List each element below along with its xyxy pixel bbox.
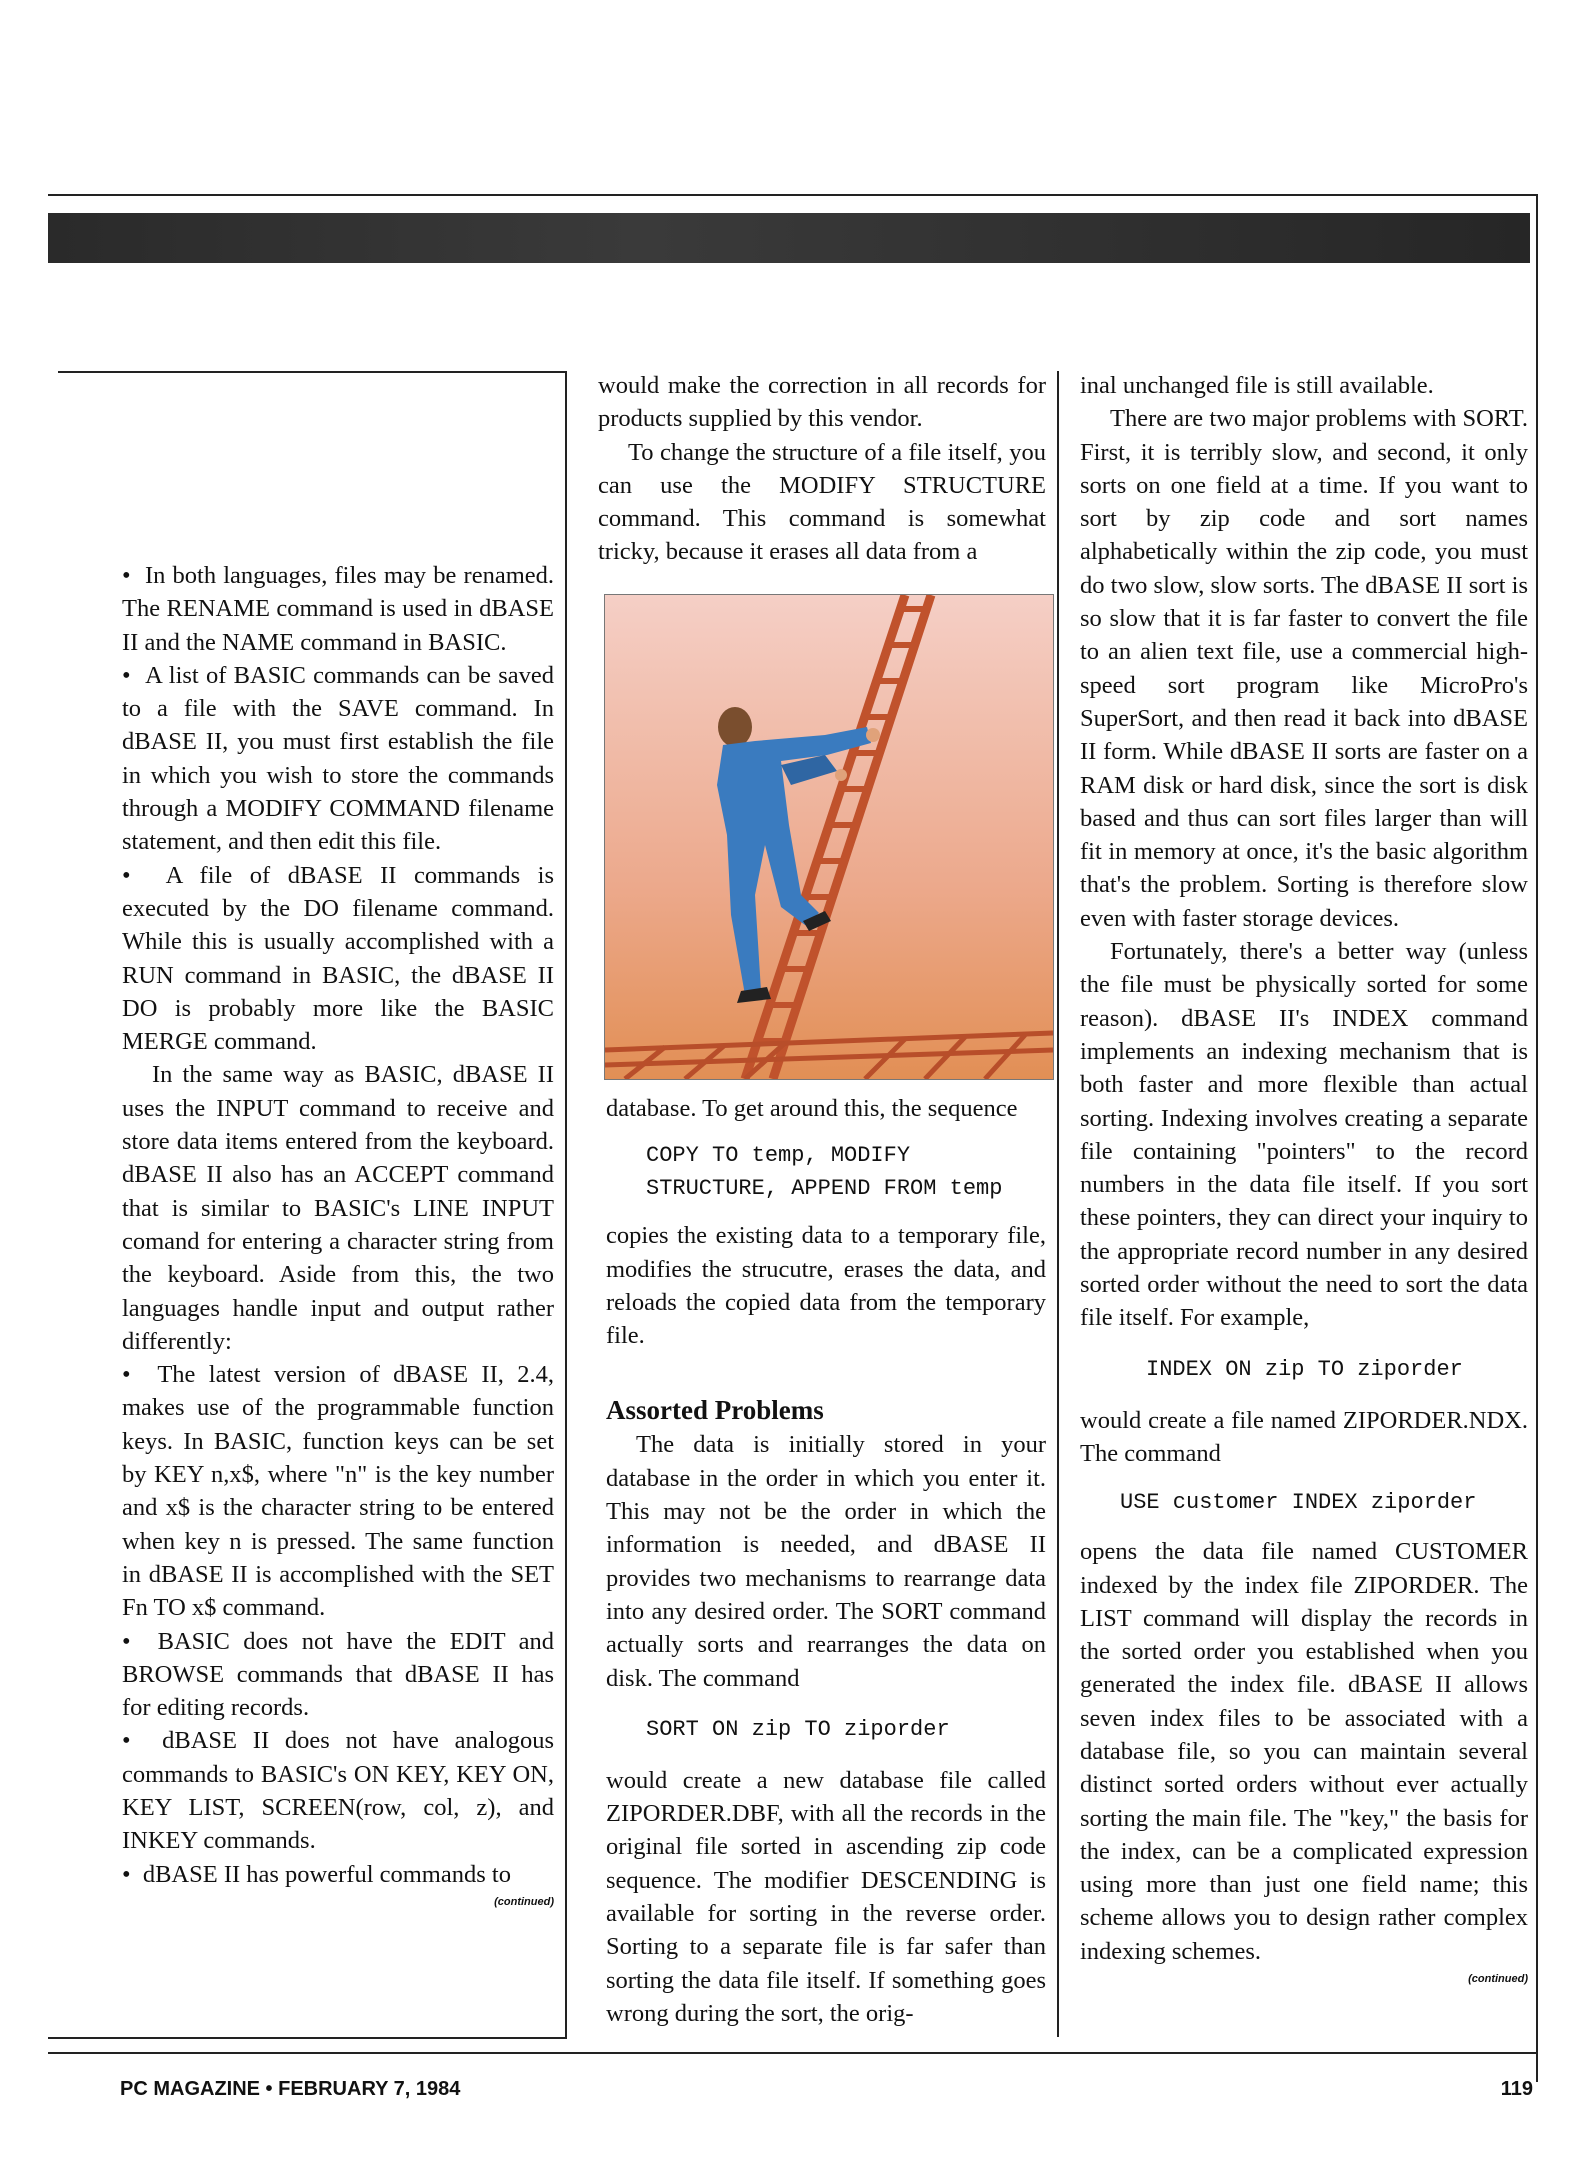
col2-col3-rule: [1057, 371, 1059, 2037]
para-data: The data is initially stored in your database in the order in which you enter it. This may not be the order in which the information is needed, and dBASE II provides two mechanisms to rearrange data into any desired order. The SORT command actually sorts and rearranges the data on disk. The command: [606, 1431, 1046, 1692]
ladder-illustration: [604, 594, 1054, 1080]
code-copy: COPY TO temp, MODIFY STRUCTURE, APPEND FROM temp: [646, 1143, 1003, 1202]
bullet-onkey: • dBASE II does not have analogous commands to BASIC's ON KEY, KEY ON, KEY LIST, SCREEN(row, col, z), and INKEY commands.: [122, 1724, 554, 1857]
col1-bottom-rule: [48, 2037, 567, 2039]
para-would: would create a new database file called ZIPORDER.DBF, with all the records in the original file sorted in ascending zip code sequence. The modifier DESCENDING is available for sorting in the reverse order. Sorting to a separate file is far safer than sorting the data file itself. If something goes wrong during the sort, the orig-: [606, 1766, 1046, 2027]
para-database: database. To get around this, the sequence: [606, 1095, 1018, 1122]
column-2-bottom: [606, 1092, 1046, 2030]
bullet-edit: • BASIC does not have the EDIT and BROWSE commands that dBASE II has for editing records.: [122, 1625, 554, 1725]
bullet-keys: • The latest version of dBASE II, 2.4, makes use of the programmable function keys. In BASIC, function keys can be set by KEY n,x$, where "n" is the key number and x$ is the character string to be entered when key n is pressed. The same function in dBASE II is accomplished with the SET Fn TO x$ command.: [122, 1358, 554, 1624]
para-copies: copies the existing data to a temporary file, modifies the strucutre, erases the data, and reloads the copied data from the temporary file.: [606, 1222, 1046, 1350]
heading-assorted-problems: Assorted Problems: [606, 1395, 824, 1426]
para-correction: would make the correction in all records for products supplied by this vendor.: [598, 372, 1046, 433]
col1-right-rule: [565, 371, 567, 2039]
code-sort: SORT ON zip TO ziporder: [646, 1716, 950, 1742]
para-problems: There are two major problems with SORT. First, it is terribly slow, and second, it only sorts on one field at a time. If you want to sort by zip code and sort names alphabetically within the zip code, you must do two slow, slow sorts. The dBASE II sort is so slow that it is far faster to convert the file to an alien text file, use a commercial high-speed sort program like MicroPro's SuperSort, and then read it back into dBASE II form. While dBASE II sorts are faster on a RAM disk or hard disk, since the sort is disk based and thus can sort files larger than will fit in memory at once, it's the basic algorithm that's the problem. Sorting is therefore slow even with faster storage devices.: [1080, 405, 1528, 932]
column-3: [1080, 369, 1528, 1990]
bullet-powerful: • dBASE II has powerful commands to: [122, 1858, 554, 1891]
header-banner: [48, 213, 1530, 263]
para-input: In the same way as BASIC, dBASE II uses the INPUT command to receive and store data items entered from the keyboard. dBASE II also has an ACCEPT command that is similar to BASIC's LINE INPUT comand for entering a character string from the keyboard. Aside from this, the two languages handle input and output rather differently:: [122, 1061, 554, 1355]
page-bottom-rule: [48, 2052, 1538, 2054]
para-modify: To change the structure of a file itself, you can use the MODIFY STRUCTURE command. This command is somewhat tricky, because it erases all data from a: [598, 438, 1046, 566]
para-fortunately: Fortunately, there's a better way (unless the file must be physically sorted for some reason). dBASE II's INDEX command implements an indexing mechanism that is both faster and more flexible than actual sorting. Indexing involves creating a separate file containing "pointers" to the record numbers in the data file itself. If you sort these pointers, they can direct your inquiry to the appropriate record number in any desired sorted order without the need to sort the data file itself. For example,: [1080, 938, 1528, 1332]
bullet-rename: • In both languages, files may be renamed. The RENAME command is used in dBASE II and the NAME command in BASIC.: [122, 559, 554, 659]
bullet-do: • A file of dBASE II commands is executed by the DO filename command. While this is usually accomplished with a RUN command in BASIC, the dBASE II DO is probably more like the BASIC MERGE command.: [122, 859, 554, 1059]
code-index: INDEX ON zip TO ziporder: [1146, 1356, 1463, 1382]
ladder-climber-image: [605, 595, 1053, 1079]
bullet-save: • A list of BASIC commands can be saved to a file with the SAVE command. In dBASE II, you must first establish the file in which you wish to store the commands through a MODIFY COMMAND filename statement, and then edit this file.: [122, 659, 554, 859]
code-use: USE customer INDEX ziporder: [1120, 1490, 1477, 1516]
footer-magazine: PC MAGAZINE • FEBRUARY 7, 1984: [120, 2078, 461, 2100]
column-1: [122, 559, 554, 1913]
continued-label: (continued): [494, 1895, 554, 1908]
continued-label-col3: (continued): [1468, 1973, 1528, 1986]
para-opens: opens the data file named CUSTOMER indexed by the index file ZIPORDER. The LIST command will display the records in the sorted order you established when you generated the index file. dBASE II allows seven index files to be associated with a database file, so you can maintain several distinct sorted orders without ever actually sorting the main file. The "key," the basis for the index, can be a complicated expression using more than just one field name; this scheme allows you to design rather complex indexing schemes.: [1080, 1538, 1528, 1965]
footer-page-number: 119: [1500, 2078, 1533, 2100]
para-create: would create a file named ZIPORDER.NDX. The command: [1080, 1406, 1528, 1467]
col1-top-rule: [58, 371, 567, 373]
column-2-top: [598, 369, 1046, 569]
para-inal: inal unchanged file is still available.: [1080, 372, 1434, 399]
